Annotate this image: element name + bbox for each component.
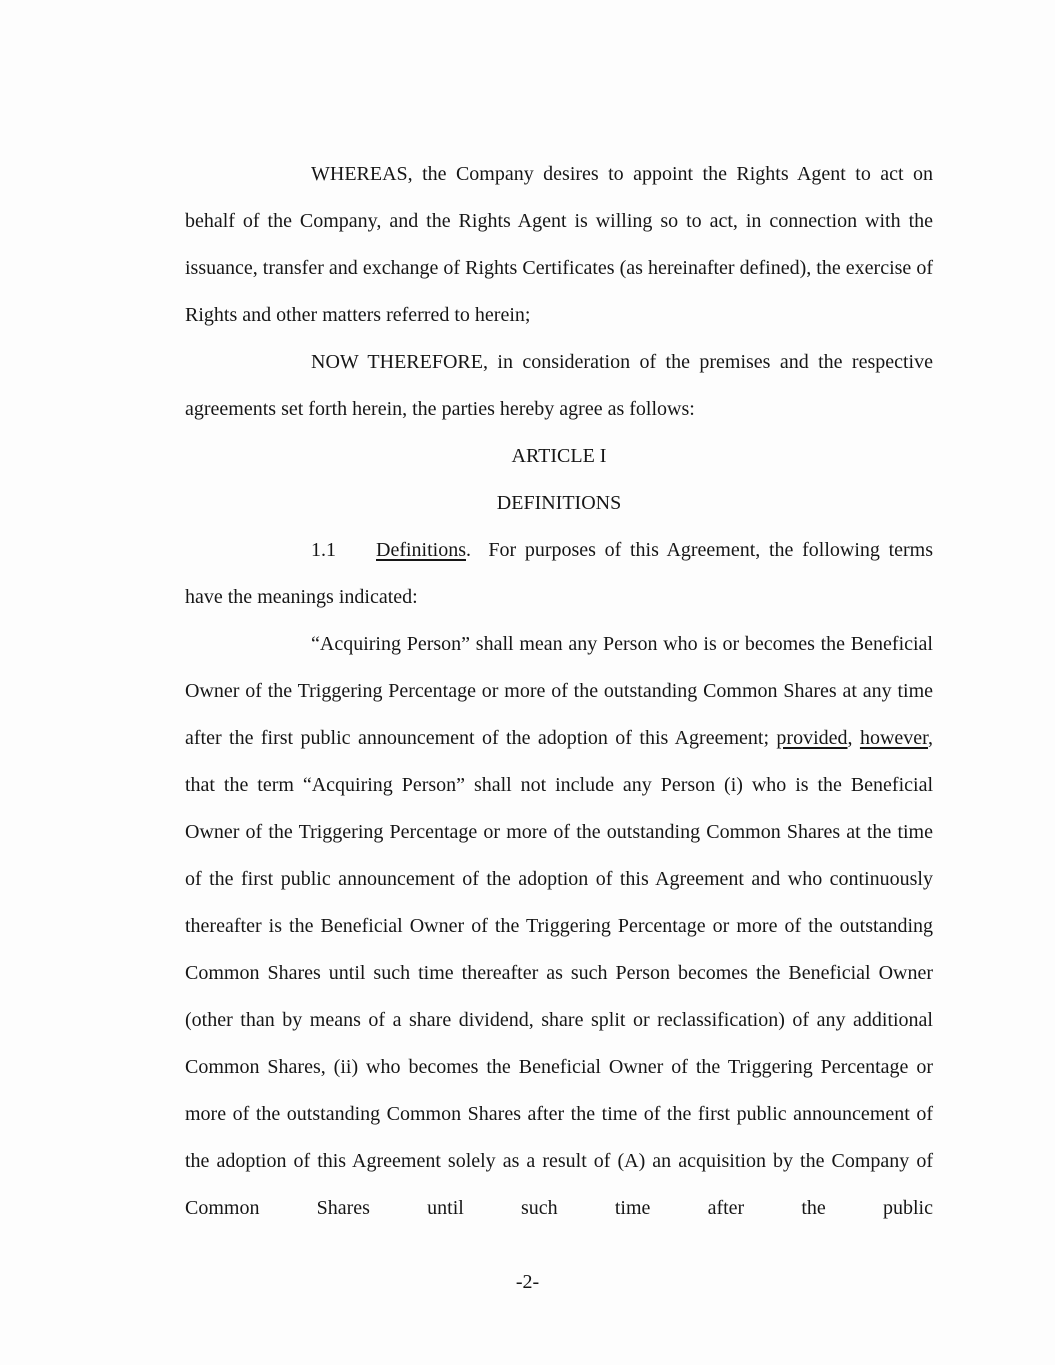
- text-run: “Acquiring Person” shall mean any Person who is or becomes the Beneficial Owner of the Triggering Percentage or more of the outstanding Common Shares at any time after the first public announcement of the adoption of this Agreement;: [185, 633, 933, 749]
- underlined-text-run: Definitions: [376, 539, 466, 561]
- section-heading: ARTICLE I: [511, 445, 607, 467]
- text-run: NOW THEREFORE, in consideration of the premises and the respective agreements set forth herein, the parties hereby agree as follows:: [185, 351, 933, 420]
- underlined-text-run: provided: [776, 727, 848, 749]
- paragraph: [185, 339, 933, 433]
- underlined-text-run: however: [859, 727, 928, 749]
- paragraph: [185, 151, 933, 339]
- paragraph: [185, 527, 933, 621]
- document-body: [185, 151, 933, 1232]
- text-run: . For purposes of this Agreement, the following terms have the meanings indicated:: [185, 539, 933, 608]
- section-heading: DEFINITIONS: [496, 492, 622, 514]
- page-number: -2-: [515, 1271, 540, 1293]
- text-run: , that the term “Acquiring Person” shall not include any Person (i) who is the Beneficial Owner of the Triggering Percentage or more of the outstanding Common Shares at the time of the first public announcement of the adoption of this Agreement and who continuously thereafter is the Beneficial Owner of the Triggering Percentage or more of the outstanding Common Shares until such time thereafter as such Person becomes the Beneficial Owner (other than by means of a share dividend, share split or reclassification) of any additional Common Shares, (ii) who becomes the Beneficial Owner of the Triggering Percentage or more of the outstanding Common Shares after the time of the first public announcement of the adoption of this Agreement solely as a result of (A) an acquisition by the Company of Common Shares until such time after the public: [185, 727, 933, 1219]
- paragraph: [185, 621, 933, 1232]
- text-run: WHEREAS, the Company desires to appoint the Rights Agent to act on behalf of the Company, and the Rights Agent is willing so to act, in connection with the issuance, transfer and exchange of Rights Certificates (as hereinafter defined), the exercise of Rights and other matters referred to herein;: [185, 163, 933, 326]
- text-run: ,: [847, 727, 860, 749]
- text-run: 1.1: [311, 539, 336, 561]
